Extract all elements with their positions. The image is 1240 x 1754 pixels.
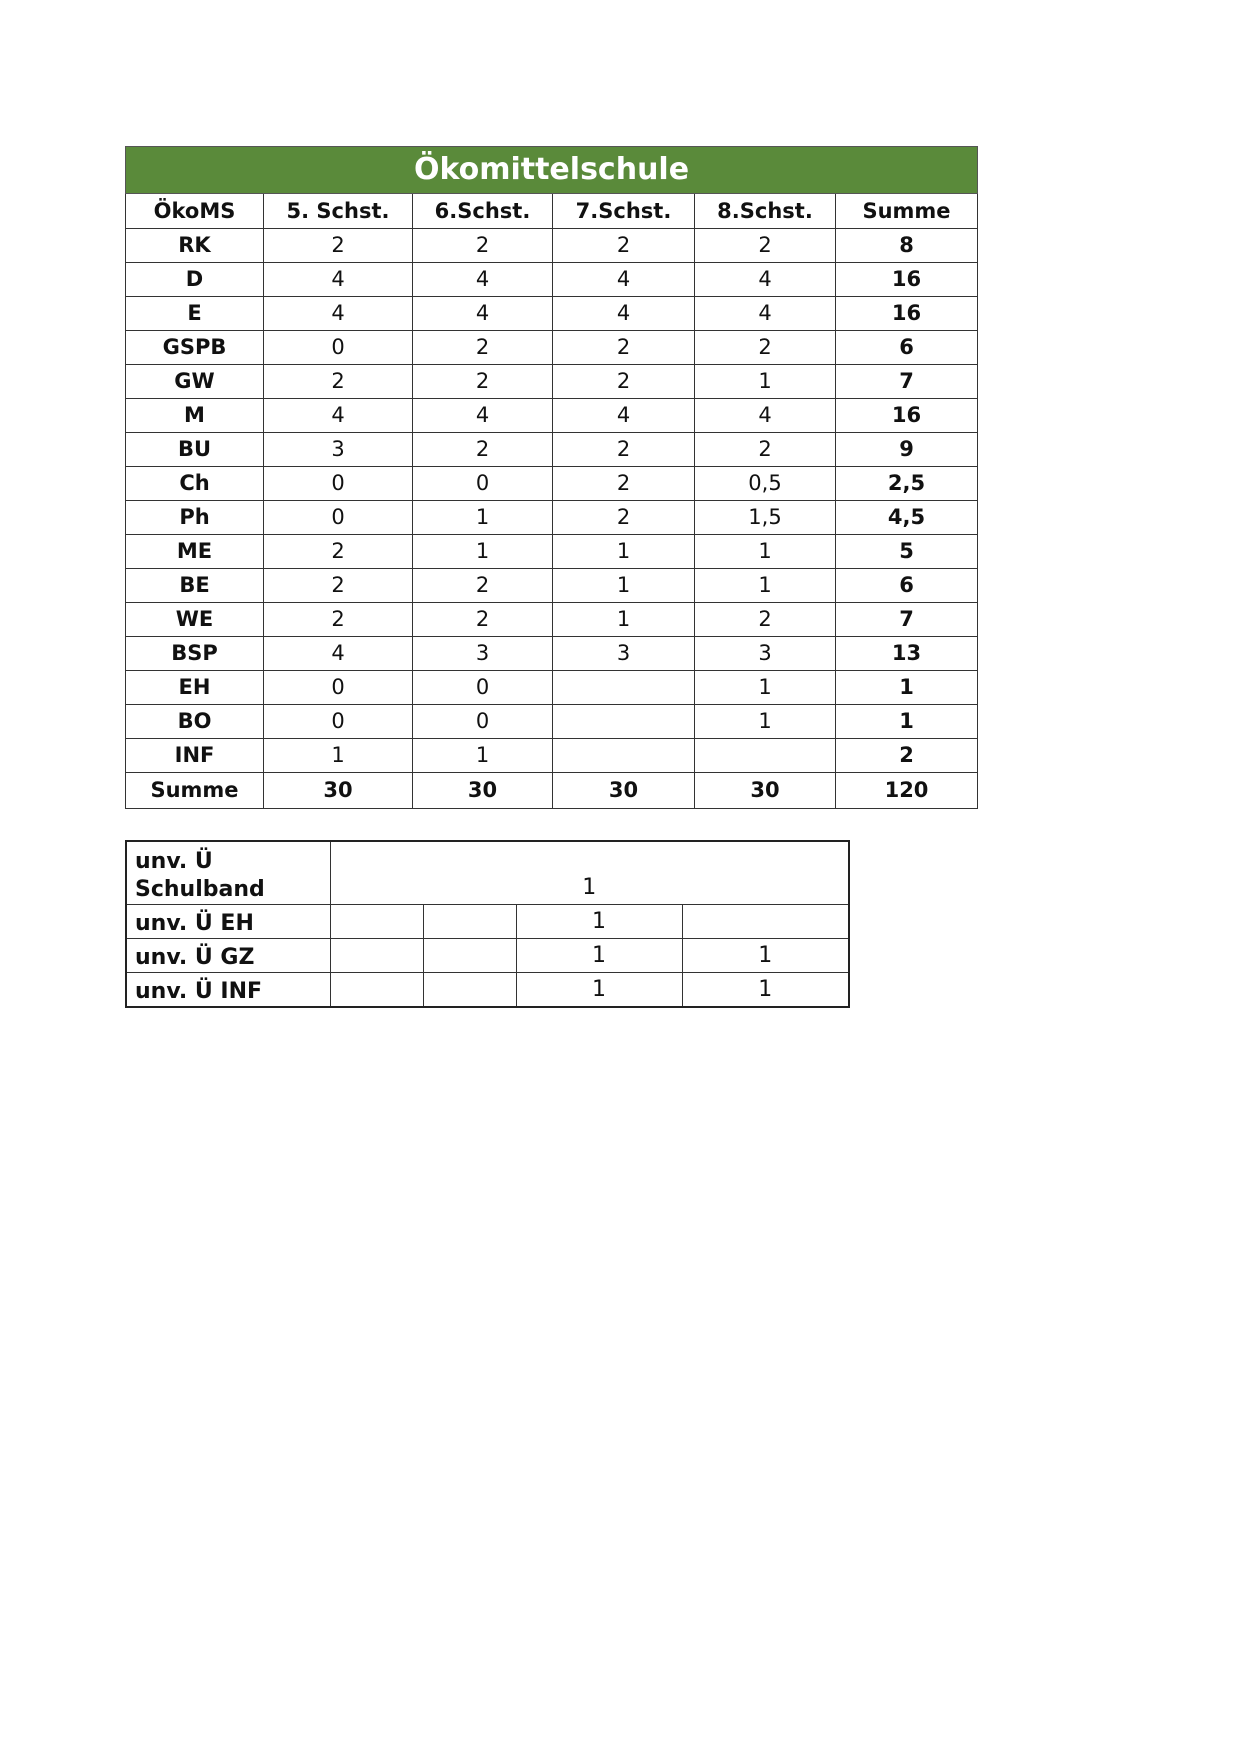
table-row xyxy=(126,535,978,569)
subject-cell: WE xyxy=(126,603,264,637)
hours-cell: 1 xyxy=(695,365,836,399)
header-cell: 5. Schst. xyxy=(264,194,413,229)
merged-value-cell: 1 xyxy=(330,841,849,905)
table-row xyxy=(126,297,978,331)
hours-cell: 2 xyxy=(413,365,553,399)
extra-label: unv. Ü Schulband xyxy=(126,841,330,905)
extra-value-cell xyxy=(330,905,423,939)
hours-cell: 3 xyxy=(264,433,413,467)
hours-cell xyxy=(553,705,695,739)
row-sum-cell: 9 xyxy=(836,433,978,467)
hours-cell: 4 xyxy=(264,637,413,671)
subject-cell: GSPB xyxy=(126,331,264,365)
hours-cell: 0 xyxy=(264,501,413,535)
hours-cell: 1 xyxy=(695,671,836,705)
table-row xyxy=(126,739,978,773)
hours-cell: 3 xyxy=(413,637,553,671)
subject-cell: BO xyxy=(126,705,264,739)
hours-cell: 0 xyxy=(264,705,413,739)
hours-cell: 4 xyxy=(553,399,695,433)
extra-value-cell xyxy=(682,905,849,939)
hours-cell: 2 xyxy=(413,433,553,467)
row-sum-cell: 6 xyxy=(836,331,978,365)
hours-cell: 2 xyxy=(553,501,695,535)
table-row xyxy=(126,705,978,739)
hours-cell: 0 xyxy=(264,331,413,365)
table-row xyxy=(126,263,978,297)
hours-cell: 1 xyxy=(264,739,413,773)
hours-cell: 2 xyxy=(413,331,553,365)
hours-cell xyxy=(695,739,836,773)
table-title: Ökomittelschule xyxy=(126,147,978,194)
extra-label: unv. Ü EH xyxy=(126,905,330,939)
hours-cell: 4 xyxy=(695,263,836,297)
row-sum-cell: 7 xyxy=(836,603,978,637)
table-row xyxy=(126,603,978,637)
hours-cell: 2 xyxy=(695,433,836,467)
hours-cell: 4 xyxy=(413,263,553,297)
row-sum-cell: 1 xyxy=(836,671,978,705)
title-row xyxy=(126,147,978,194)
hours-cell: 4 xyxy=(413,399,553,433)
row-sum-cell: 4,5 xyxy=(836,501,978,535)
main-table-body xyxy=(126,147,978,809)
extra-value-cell xyxy=(330,973,423,1008)
extra-value-cell xyxy=(423,905,516,939)
table-row xyxy=(126,433,978,467)
table-row xyxy=(126,569,978,603)
extra-row xyxy=(126,841,849,905)
extra-value-cell: 1 xyxy=(682,939,849,973)
table-row xyxy=(126,671,978,705)
hours-cell: 4 xyxy=(553,263,695,297)
total-cell: 120 xyxy=(836,773,978,809)
table-row xyxy=(126,365,978,399)
hours-cell: 1 xyxy=(553,569,695,603)
hours-cell: 2 xyxy=(413,603,553,637)
subject-cell: Ph xyxy=(126,501,264,535)
extra-label: unv. Ü INF xyxy=(126,973,330,1008)
totals-label: Summe xyxy=(126,773,264,809)
row-sum-cell: 6 xyxy=(836,569,978,603)
subject-cell: RK xyxy=(126,229,264,263)
subject-cell: EH xyxy=(126,671,264,705)
row-sum-cell: 5 xyxy=(836,535,978,569)
extra-value-cell xyxy=(423,973,516,1008)
hours-cell: 4 xyxy=(413,297,553,331)
row-sum-cell: 16 xyxy=(836,263,978,297)
table-row xyxy=(126,467,978,501)
hours-cell: 2 xyxy=(553,229,695,263)
hours-cell: 1 xyxy=(695,705,836,739)
header-cell: Summe xyxy=(836,194,978,229)
extra-table-body xyxy=(126,841,849,1007)
hours-cell: 2 xyxy=(264,569,413,603)
table-row xyxy=(126,501,978,535)
extra-value-cell: 1 xyxy=(682,973,849,1008)
table-row xyxy=(126,399,978,433)
header-cell: ÖkoMS xyxy=(126,194,264,229)
hours-cell: 2 xyxy=(553,365,695,399)
hours-cell: 1 xyxy=(413,535,553,569)
extra-row xyxy=(126,939,849,973)
row-sum-cell: 16 xyxy=(836,297,978,331)
hours-cell: 4 xyxy=(695,399,836,433)
hours-cell: 2 xyxy=(695,331,836,365)
hours-cell xyxy=(553,739,695,773)
hours-cell: 1 xyxy=(413,501,553,535)
subject-cell: GW xyxy=(126,365,264,399)
hours-cell: 4 xyxy=(264,399,413,433)
hours-cell: 1 xyxy=(695,569,836,603)
hours-cell: 1,5 xyxy=(695,501,836,535)
header-row xyxy=(126,194,978,229)
hours-cell: 3 xyxy=(695,637,836,671)
header-cell: 8.Schst. xyxy=(695,194,836,229)
subject-cell: E xyxy=(126,297,264,331)
hours-cell: 0,5 xyxy=(695,467,836,501)
subject-cell: BE xyxy=(126,569,264,603)
extra-row xyxy=(126,973,849,1008)
hours-cell: 2 xyxy=(695,229,836,263)
hours-cell xyxy=(553,671,695,705)
hours-cell: 3 xyxy=(553,637,695,671)
subject-cell: INF xyxy=(126,739,264,773)
hours-cell: 2 xyxy=(264,603,413,637)
hours-cell: 2 xyxy=(264,535,413,569)
row-sum-cell: 7 xyxy=(836,365,978,399)
totals-row xyxy=(126,773,978,809)
table-row xyxy=(126,229,978,263)
hours-cell: 2 xyxy=(553,331,695,365)
total-cell: 30 xyxy=(413,773,553,809)
table-row xyxy=(126,331,978,365)
hours-cell: 0 xyxy=(264,467,413,501)
row-sum-cell: 13 xyxy=(836,637,978,671)
extra-value-cell: 1 xyxy=(516,973,682,1008)
header-cell: 6.Schst. xyxy=(413,194,553,229)
row-sum-cell: 1 xyxy=(836,705,978,739)
subject-cell: BSP xyxy=(126,637,264,671)
hours-cell: 1 xyxy=(413,739,553,773)
extra-table xyxy=(125,840,850,1008)
hours-cell: 2 xyxy=(553,467,695,501)
hours-cell: 1 xyxy=(553,603,695,637)
row-sum-cell: 2 xyxy=(836,739,978,773)
hours-cell: 1 xyxy=(553,535,695,569)
hours-cell: 2 xyxy=(264,365,413,399)
extra-value-cell: 1 xyxy=(516,905,682,939)
extra-row xyxy=(126,905,849,939)
row-sum-cell: 2,5 xyxy=(836,467,978,501)
hours-cell: 2 xyxy=(264,229,413,263)
header-cell: 7.Schst. xyxy=(553,194,695,229)
main-table xyxy=(125,146,978,809)
row-sum-cell: 16 xyxy=(836,399,978,433)
hours-cell: 4 xyxy=(264,263,413,297)
hours-cell: 4 xyxy=(264,297,413,331)
total-cell: 30 xyxy=(695,773,836,809)
subject-cell: M xyxy=(126,399,264,433)
table-row xyxy=(126,637,978,671)
subject-cell: D xyxy=(126,263,264,297)
subject-cell: ME xyxy=(126,535,264,569)
hours-cell: 0 xyxy=(264,671,413,705)
hours-cell: 4 xyxy=(553,297,695,331)
hours-cell: 1 xyxy=(695,535,836,569)
hours-cell: 0 xyxy=(413,671,553,705)
total-cell: 30 xyxy=(553,773,695,809)
extra-value-cell xyxy=(330,939,423,973)
hours-cell: 2 xyxy=(413,229,553,263)
subject-cell: BU xyxy=(126,433,264,467)
hours-cell: 2 xyxy=(695,603,836,637)
extra-label: unv. Ü GZ xyxy=(126,939,330,973)
hours-cell: 0 xyxy=(413,705,553,739)
hours-cell: 2 xyxy=(413,569,553,603)
subject-cell: Ch xyxy=(126,467,264,501)
extra-value-cell xyxy=(423,939,516,973)
hours-cell: 2 xyxy=(553,433,695,467)
hours-cell: 4 xyxy=(695,297,836,331)
hours-cell: 0 xyxy=(413,467,553,501)
extra-value-cell: 1 xyxy=(516,939,682,973)
total-cell: 30 xyxy=(264,773,413,809)
row-sum-cell: 8 xyxy=(836,229,978,263)
